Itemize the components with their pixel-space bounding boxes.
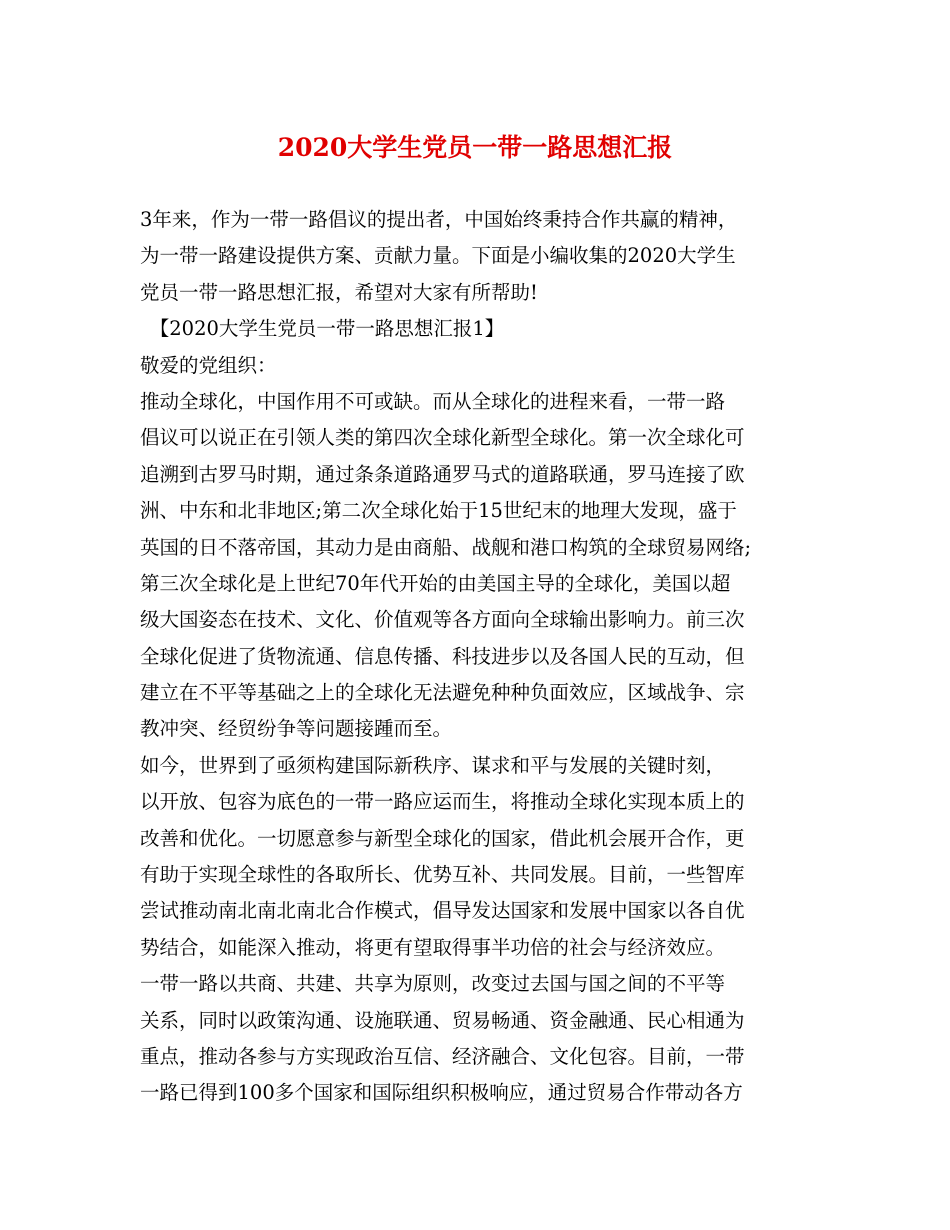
text-line: 重点，推动各参与方实现政治互信、经济融合、文化包容。目前，一带 (140, 1044, 745, 1068)
text-line: 推动全球化，中国作用不可或缺。而从全球化的进程来看，一带一路 (140, 389, 726, 413)
text-line: 级大国姿态在技术、文化、价值观等各方面向全球输出影响力。前三次 (140, 608, 745, 632)
text-line: 尝试推动南北南北南北合作模式，倡导发达国家和发展中国家以各自优 (140, 899, 745, 923)
text-line: 第三次全球化是上世纪70年代开始的由美国主导的全球化，美国以超 (140, 571, 731, 595)
text-line: 全球化促进了货物流通、信息传播、科技进步以及各国人民的互动，但 (140, 644, 745, 668)
text-line: 追溯到古罗马时期，通过条条道路通罗马式的道路联通，罗马连接了欧 (140, 462, 745, 486)
text-line: 英国的日不落帝国，其动力是由商船、战舰和港口构筑的全球贸易网络; (140, 535, 752, 559)
text-line: 洲、中东和北非地区;第二次全球化始于15世纪末的地理大发现，盛于 (140, 499, 737, 523)
text-line: 3年来，作为一带一路倡议的提出者，中国始终秉持合作共赢的精神， (140, 208, 738, 231)
text-line: 一带一路以共商、共建、共享为原则，改变过去国与国之间的不平等 (140, 972, 726, 996)
text-line: 倡议可以说正在引领人类的第四次全球化新型全球化。第一次全球化可 (140, 426, 745, 450)
text-line: 【2020大学生党员一带一路思想汇报1】 (140, 317, 505, 341)
text-line: 一路已得到100多个国家和国际组织积极响应，通过贸易合作带动各方 (140, 1081, 743, 1105)
text-line: 改善和优化。一切愿意参与新型全球化的国家，借此机会展开合作，更 (140, 826, 745, 850)
text-line: 如今，世界到了亟须构建国际新秩序、谋求和平与发展的关键时刻， (140, 753, 726, 777)
text-line: 建立在不平等基础之上的全球化无法避免种种负面效应，区域战争、宗 (140, 681, 745, 705)
text-line: 敬爱的党组织： (140, 353, 277, 377)
text-line: 为一带一路建设提供方案、贡献力量。下面是小编收集的2020大学生 (140, 244, 736, 268)
text-line: 以开放、包容为底色的一带一路应运而生，将推动全球化实现本质上的 (140, 790, 745, 814)
document-title: 2020大学生党员一带一路思想汇报 (277, 133, 673, 162)
text-line: 教冲突、经贸纷争等问题接踵而至。 (140, 717, 453, 741)
text-line: 势结合，如能深入推动，将更有望取得事半功倍的社会与经济效应。 (140, 935, 726, 959)
text-line: 党员一带一路思想汇报，希望对大家有所帮助! (140, 280, 538, 304)
text-line: 有助于实现全球性的各取所长、优势互补、共同发展。目前，一些智库 (140, 863, 745, 887)
document-body (140, 202, 820, 1112)
text-line: 关系，同时以政策沟通、设施联通、贸易畅通、资金融通、民心相通为 (140, 1008, 745, 1032)
